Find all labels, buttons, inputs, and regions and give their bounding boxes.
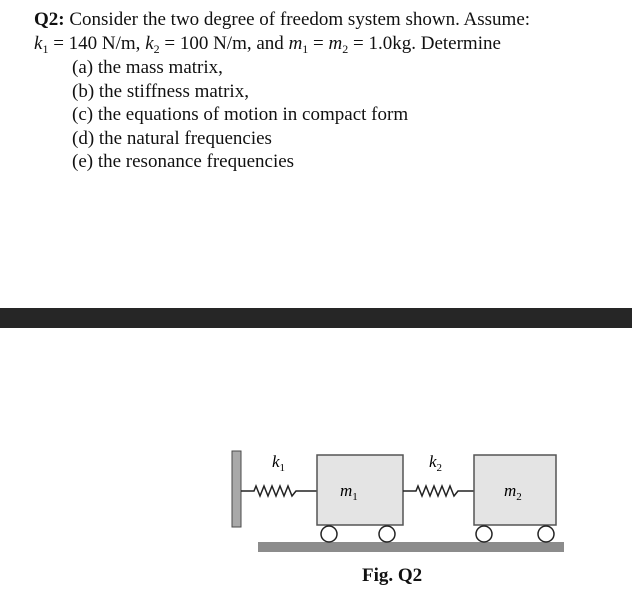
wheel-m2-left <box>476 526 492 542</box>
k1-value: = 140 N/m, <box>48 33 146 54</box>
figure-caption: Fig. Q2 <box>362 565 423 586</box>
spring-mass-diagram <box>228 445 568 565</box>
k1-symbol: k <box>34 33 43 54</box>
given-values <box>34 32 624 56</box>
question-label: Q2: <box>34 9 65 30</box>
determine-text: Determine <box>415 33 501 54</box>
spring-k2 <box>403 486 474 496</box>
fixed-wall <box>232 451 241 527</box>
question-intro <box>34 8 624 32</box>
m1-subscript: 1 <box>302 42 309 56</box>
spring1-label: $k_1$ <box>272 452 286 474</box>
m2-symbol: m <box>328 33 343 54</box>
question-part-c: (c) the equations of motion in compact form <box>72 104 409 125</box>
wheel-m1-right <box>379 526 395 542</box>
k1-subscript: 1 <box>42 42 49 56</box>
two-dof-figure <box>228 445 568 565</box>
equals-sign: = <box>308 33 329 54</box>
m2-subscript: 2 <box>342 42 349 56</box>
mass2-label: $m_2$ <box>504 481 522 503</box>
mass-value: = 1.0kg. <box>348 33 416 54</box>
mass1-label: $m_1$ <box>340 481 358 503</box>
k2-subscript: 2 <box>153 42 160 56</box>
mass-block-m1 <box>317 455 403 525</box>
m1-symbol: m <box>288 33 303 54</box>
wheel-m2-right <box>538 526 554 542</box>
section-divider-bar <box>0 308 632 328</box>
wheel-m1-left <box>321 526 337 542</box>
question-part-e: (e) the resonance frequencies <box>72 151 295 172</box>
spring2-label: $k_2$ <box>429 452 443 474</box>
question-part-b: (b) the stiffness matrix, <box>72 80 249 102</box>
k2-value: = 100 N/m, and <box>159 33 289 54</box>
ground-surface <box>258 542 564 552</box>
k2-symbol: k <box>145 33 154 54</box>
question-block <box>34 8 624 174</box>
question-part-a: (a) the mass matrix, <box>72 57 223 78</box>
question-part-d: (d) the natural frequencies <box>72 127 272 149</box>
spring-k1 <box>241 486 317 496</box>
question-parts-list <box>72 56 624 174</box>
question-intro-text: Consider the two degree of freedom system shown. Assume: <box>64 9 531 30</box>
